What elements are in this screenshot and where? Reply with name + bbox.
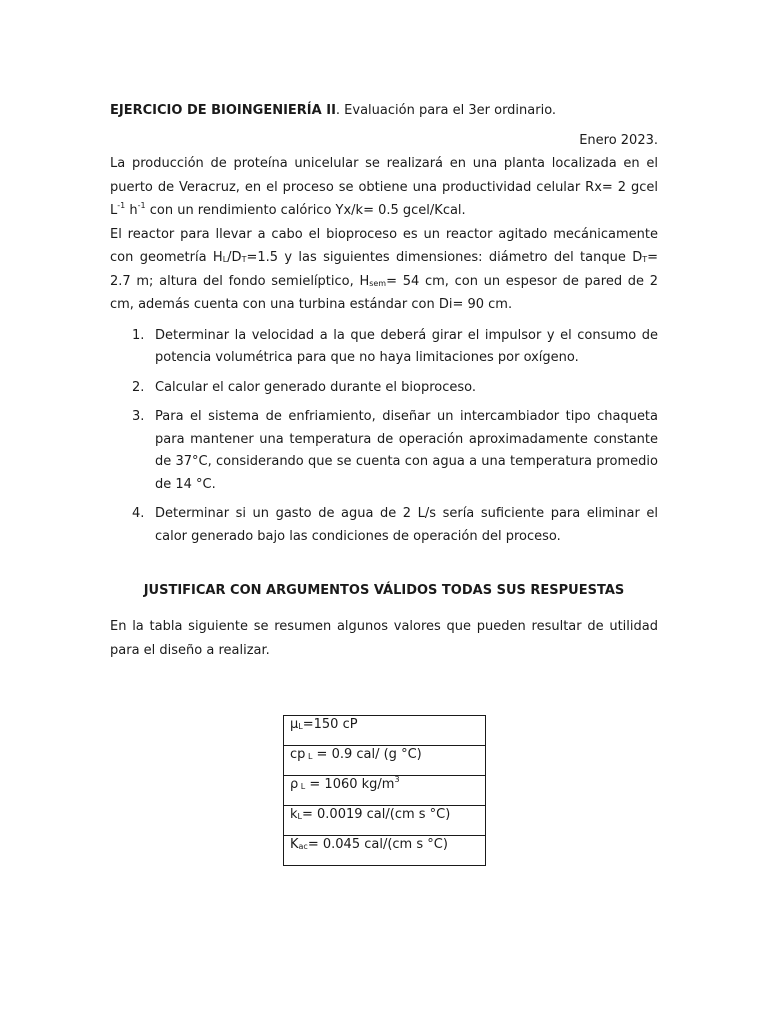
intro-paragraph: La producción de proteína unicelular se realizará en una planta localizada en el puerto de Veracruz, en el proceso se obtiene una productividad celular Rx= 2 gcel $L^{-1}$ $h^{-1}$ con un rendimiento calórico Yx/k= 0.5 gcel/Kcal. [110,156,658,218]
property-steel-conductivity: $K_{ac}= 0.045$ cal/(cm s °C) [284,836,486,866]
table-row [284,806,486,836]
properties-table [283,715,486,866]
reactor-paragraph: El reactor para llevar a cabo el bioproceso es un reactor agitado mecánicamente con geometría $H_L/D_T=1.5$ y las siguientes dimensiones: diámetro del tanque $D_T= 2.7$ m; altura del fondo semielíptico, $H_{sem}= 54$ cm, con un espesor de pared de 2 cm, además cuenta con una turbina estándar con Di= 90 cm. [110,226,658,312]
task-item [110,406,658,496]
task-item [110,503,658,548]
property-density: ρ $_L$ = 1060 $kg/m^3$ [284,776,486,806]
property-heat-capacity: cp $_L$ = 0.9 cal/ (g °C) [284,746,486,776]
table-row [284,746,486,776]
table-row [284,716,486,746]
task-text: Determinar la velocidad a la que deberá girar el impulsor y el consumo de potencia volumétrica para que no haya limitaciones por oxígeno. [155,327,658,365]
property-liquid-conductivity: $k_L= 0.0019$ cal/(cm s °C) [284,806,486,836]
task-number: 2. [132,379,145,395]
document-date: Enero 2023. [579,133,658,148]
task-text: Calcular el calor generado durante el bioproceso. [155,379,477,395]
document-title: EJERCICIO DE BIOINGENIERÍA II [110,103,336,118]
table-row [284,776,486,806]
task-number: 3. [132,409,145,424]
task-number: 4. [132,506,145,521]
task-text: Determinar si un gasto de agua de 2 L/s sería suficiente para eliminar el calor generado bajo las condiciones de operación del proceso. [155,506,658,544]
table-row [284,836,486,866]
document-page [110,100,658,662]
task-item [110,325,658,370]
task-item [110,377,658,400]
task-text: Para el sistema de enfriamiento, diseñar un intercambiador tipo chaqueta para mantener una temperatura de operación aproximadamente constante de 37°C, considerando que se cuenta con agua a una temperatura promedio de 14 °C. [155,409,658,492]
document-subtitle: . Evaluación para el 3er ordinario. [335,103,557,118]
document-header [110,100,658,122]
task-list [110,325,658,549]
property-viscosity: µ$_L$=150 cP [284,716,486,746]
task-number: 1. [132,327,145,343]
justify-heading: JUSTIFICAR CON ARGUMENTOS VÁLIDOS TODAS SUS RESPUESTAS [143,583,625,598]
table-intro-paragraph: En la tabla siguiente se resumen algunos valores que pueden resultar de utilidad para el diseño a realizar. [110,619,658,658]
